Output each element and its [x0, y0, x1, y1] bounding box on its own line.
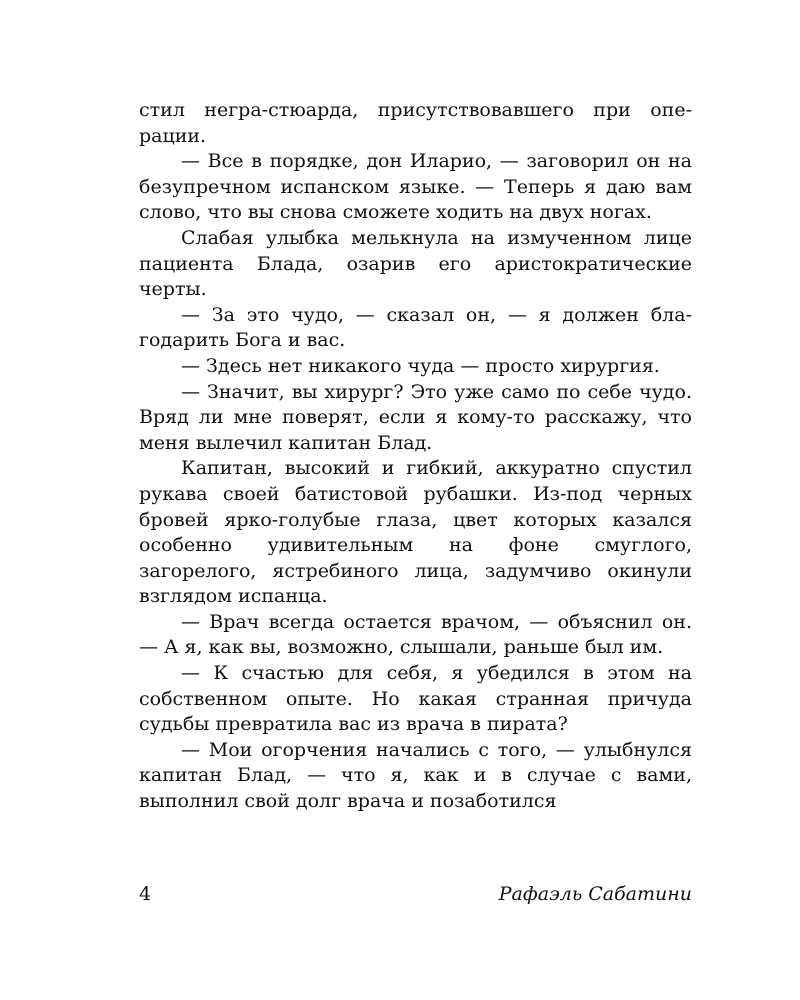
paragraph: — Мои огорчения начались с того, — улыбнулся капитан Блад, — что я, как и в случае с вами, выполнил свой долг врача и позаботился: [139, 738, 692, 813]
paragraph: Капитан, высокий и гибкий, аккуратно спустил рукава своей батистовой рубашки. Из-под черных бровей ярко-голубые глаза, цвет которых казался особенно удивительным на фоне смуглого, загорелого, ястребиного лица, задумчиво окинули взглядом испанца.: [139, 457, 692, 608]
page-number: 4: [139, 883, 152, 905]
paragraph: — Врач всегда остается врачом, — объяснил он. — А я, как вы, возможно, слышали, раньше был им.: [139, 610, 692, 659]
page-body: [139, 98, 692, 815]
page-footer: [139, 883, 692, 913]
paragraph: — Здесь нет никакого чуда — просто хирургия.: [181, 354, 660, 377]
paragraph: — Значит, вы хирург? Это уже само по себе чудо. Вряд ли мне поверят, если я кому-то расскажу, что меня вылечил капитан Блад.: [139, 380, 692, 454]
paragraph: — Все в порядке, дон Иларио, — заговорил он на безупречном испанском языке. — Теперь я даю вам слово, что вы снова сможете ходить на двух ногах.: [139, 150, 692, 224]
paragraph: — За это чудо, — сказал он, — я должен благодарить Бога и вас.: [139, 303, 692, 352]
running-title: Рафаэль Сабатини: [498, 883, 692, 905]
paragraph: стил негра-стюарда, присутствовавшего при операции.: [139, 99, 692, 147]
paragraph: — К счастью для себя, я убедился в этом на собственном опыте. Но какая странная причуда судьбы превратила вас из врача в пирата?: [139, 662, 692, 736]
paragraph: Слабая улыбка мелькнула на измученном лице пациента Блада, озарив его аристократические черты.: [139, 226, 692, 301]
book-page: [139, 98, 692, 815]
